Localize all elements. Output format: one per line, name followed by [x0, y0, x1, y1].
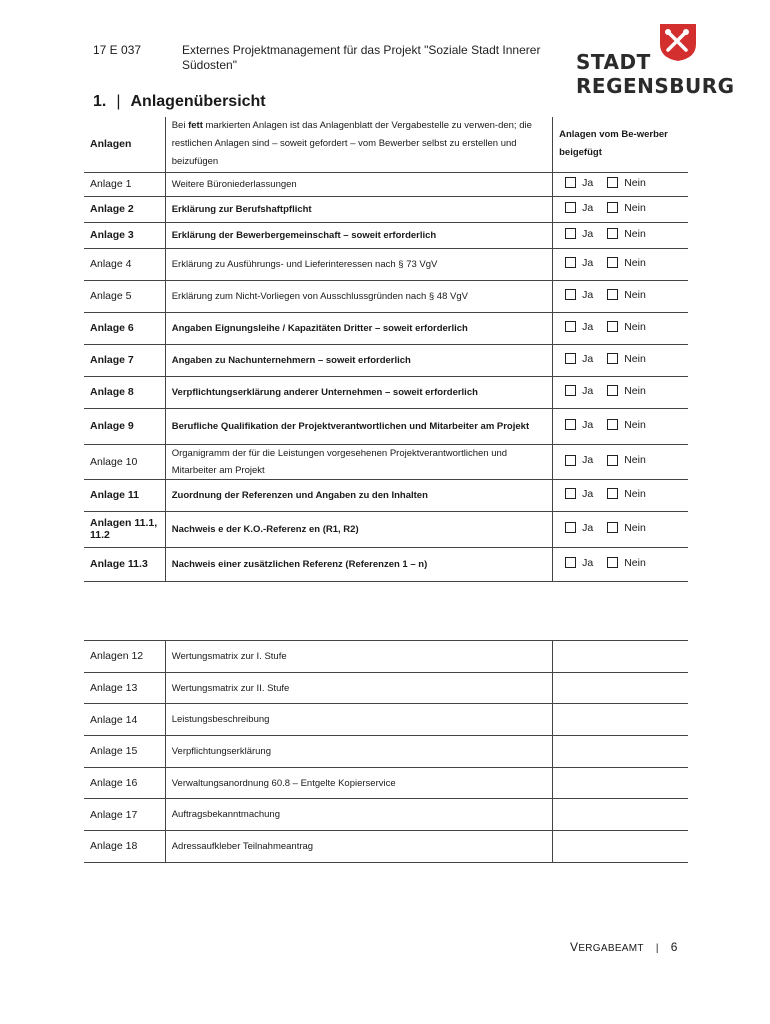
table-row	[84, 736, 688, 768]
checkbox-square-icon[interactable]	[565, 522, 576, 533]
ja-label: Ja	[582, 176, 594, 189]
attachment-number: Anlagen 12	[84, 641, 165, 673]
attachment-number: Anlage 10	[84, 444, 165, 479]
table-row	[84, 704, 688, 736]
footer-dept-initial: V	[570, 940, 579, 954]
nein-checkbox[interactable]	[607, 454, 646, 466]
ja-checkbox[interactable]	[565, 385, 593, 397]
table-row	[84, 280, 688, 312]
nein-checkbox[interactable]	[607, 289, 646, 301]
header-supplied: Anlagen vom Be-werber beigefügt	[553, 117, 688, 172]
table-row	[84, 344, 688, 376]
checkbox-square-icon[interactable]	[565, 228, 576, 239]
section-separator: |	[116, 93, 121, 110]
attachment-description: Zuordnung der Referenzen und Angaben zu den Inhalten	[165, 479, 552, 511]
attachment-description: Angaben Eignungsleihe / Kapazitäten Dritter – soweit erforderlich	[165, 312, 552, 344]
empty-cell	[553, 799, 688, 831]
nein-checkbox[interactable]	[607, 353, 646, 365]
document-title: Externes Projektmanagement für das Projekt "Soziale Stadt Innerer Südosten"	[182, 43, 541, 72]
table-row	[84, 196, 688, 222]
checkbox-square-icon[interactable]	[565, 177, 576, 188]
empty-cell	[553, 641, 688, 673]
checkbox-square-icon[interactable]	[565, 557, 576, 568]
header-description	[165, 117, 552, 172]
ja-label: Ja	[582, 256, 594, 269]
checkbox-square-icon[interactable]	[565, 289, 576, 300]
checkbox-square-icon[interactable]	[607, 177, 618, 188]
attachment-description: Erklärung zu Ausführungs- und Lieferinteressen nach § 73 VgV	[165, 248, 552, 280]
ja-checkbox[interactable]	[565, 228, 593, 240]
attachment-description: Verwaltungsanordnung 60.8 – Entgelte Kopierservice	[165, 767, 552, 799]
nein-label: Nein	[624, 352, 646, 365]
attachment-number: Anlage 15	[84, 736, 165, 768]
logo-word-stadt: STADT	[576, 50, 651, 74]
header-desc-post: markierten Anlagen ist das Anlagenblatt der Vergabestelle zu verwen-den; die restlichen Anlagen sind – soweit gefordert – vom Bewerber selbst zu erstellen und beizufügen	[171, 120, 532, 168]
checkbox-square-icon[interactable]	[607, 321, 618, 332]
nein-label: Nein	[624, 384, 646, 397]
empty-cell	[553, 831, 688, 863]
table-row	[84, 672, 688, 704]
ja-label: Ja	[582, 487, 594, 500]
nein-checkbox[interactable]	[607, 419, 646, 431]
nein-checkbox[interactable]	[607, 202, 646, 214]
attachment-description: Adressaufkleber Teilnahmeantrag	[165, 831, 552, 863]
attachment-number: Anlage 8	[84, 376, 165, 408]
attachment-number: Anlage 17	[84, 799, 165, 831]
ja-label: Ja	[582, 454, 594, 467]
attachment-number: Anlage 13	[84, 672, 165, 704]
ja-label: Ja	[582, 556, 594, 569]
ja-checkbox[interactable]	[565, 557, 593, 569]
attachment-description: Wertungsmatrix zur I. Stufe	[165, 641, 552, 673]
supplied-checkboxes	[553, 312, 688, 344]
ja-checkbox[interactable]	[565, 419, 593, 431]
section-title: Anlagenübersicht	[130, 93, 266, 110]
checkbox-square-icon[interactable]	[607, 455, 618, 466]
attachment-description: Erklärung zur Berufshaftpflicht	[165, 196, 552, 222]
nein-label: Nein	[624, 556, 646, 569]
table-row	[84, 312, 688, 344]
supplied-checkboxes	[553, 376, 688, 408]
attachment-description: Berufliche Qualifikation der Projektverantwortlichen und Mitarbeiter am Projekt	[165, 408, 552, 444]
nein-label: Nein	[624, 487, 646, 500]
checkbox-square-icon[interactable]	[607, 557, 618, 568]
attachment-description: Wertungsmatrix zur II. Stufe	[165, 672, 552, 704]
attachments-table	[84, 117, 688, 582]
empty-cell	[553, 767, 688, 799]
logo-word-regensburg: REGENSBURG	[576, 74, 735, 98]
ja-label: Ja	[582, 384, 594, 397]
ja-checkbox[interactable]	[565, 289, 593, 301]
attachment-number: Anlage 1	[84, 172, 165, 196]
table-row	[84, 376, 688, 408]
footer-dept: ERGABEAMT	[578, 943, 644, 954]
attachment-number: Anlage 9	[84, 408, 165, 444]
ja-checkbox[interactable]	[565, 488, 593, 500]
nein-label: Nein	[624, 201, 646, 214]
ja-checkbox[interactable]	[565, 202, 593, 214]
nein-checkbox[interactable]	[607, 385, 646, 397]
section-heading	[93, 93, 266, 111]
ja-checkbox[interactable]	[565, 522, 593, 534]
city-logo	[576, 22, 736, 100]
supplied-checkboxes	[553, 444, 688, 479]
attachment-description: Erklärung zum Nicht-Vorliegen von Ausschlussgründen nach § 48 VgV	[165, 280, 552, 312]
supplied-checkboxes	[553, 408, 688, 444]
supplied-checkboxes	[553, 280, 688, 312]
coat-of-arms-icon	[656, 22, 700, 62]
empty-cell	[553, 704, 688, 736]
attachment-number: Anlage 7	[84, 344, 165, 376]
supplied-checkboxes	[553, 196, 688, 222]
table-row	[84, 222, 688, 248]
attachment-description: Organigramm der für die Leistungen vorgesehenen Projektverantwortlichen und Mitarbeiter am Projekt	[165, 444, 552, 479]
attachment-number: Anlage 2	[84, 196, 165, 222]
attachment-number: Anlage 4	[84, 248, 165, 280]
table-row	[84, 479, 688, 511]
ja-checkbox[interactable]	[565, 321, 593, 333]
supplied-checkboxes	[553, 222, 688, 248]
table-row	[84, 408, 688, 444]
ja-checkbox[interactable]	[565, 177, 593, 189]
further-attachments-table	[84, 640, 688, 863]
attachment-description: Nachweis e der K.O.-Referenz en (R1, R2)	[165, 511, 552, 547]
supplied-checkboxes	[553, 511, 688, 547]
document-code: 17 E 037	[93, 43, 142, 57]
checkbox-square-icon[interactable]	[565, 385, 576, 396]
checkbox-square-icon[interactable]	[565, 488, 576, 499]
attachment-description: Nachweis einer zusätzlichen Referenz (Referenzen 1 – n)	[165, 547, 552, 581]
nein-label: Nein	[624, 288, 646, 301]
attachment-description: Auftragsbekanntmachung	[165, 799, 552, 831]
supplied-checkboxes	[553, 479, 688, 511]
table-row	[84, 444, 688, 479]
nein-label: Nein	[624, 320, 646, 333]
attachment-number: Anlagen 11.1, 11.2	[84, 511, 165, 547]
table-row	[84, 248, 688, 280]
attachment-description: Leistungsbeschreibung	[165, 704, 552, 736]
supplied-checkboxes	[553, 172, 688, 196]
checkbox-square-icon[interactable]	[607, 385, 618, 396]
page-number: 6	[670, 940, 678, 954]
checkbox-square-icon[interactable]	[607, 488, 618, 499]
table-row	[84, 511, 688, 547]
attachment-number: Anlage 5	[84, 280, 165, 312]
attachment-number: Anlage 16	[84, 767, 165, 799]
attachment-number: Anlage 6	[84, 312, 165, 344]
checkbox-square-icon[interactable]	[565, 353, 576, 364]
attachment-description: Weitere Büroniederlassungen	[165, 172, 552, 196]
empty-cell	[553, 736, 688, 768]
supplied-checkboxes	[553, 344, 688, 376]
nein-label: Nein	[624, 227, 646, 240]
nein-label: Nein	[624, 454, 646, 467]
attachment-number: Anlage 11.3	[84, 547, 165, 581]
section-number: 1.	[93, 93, 107, 110]
footer-separator: |	[655, 943, 659, 954]
page-footer	[570, 940, 678, 954]
nein-label: Nein	[624, 418, 646, 431]
attachment-description: Verpflichtungserklärung	[165, 736, 552, 768]
checkbox-square-icon[interactable]	[565, 419, 576, 430]
checkbox-square-icon[interactable]	[607, 289, 618, 300]
checkbox-square-icon[interactable]	[607, 353, 618, 364]
attachment-number: Anlage 11	[84, 479, 165, 511]
checkbox-square-icon[interactable]	[565, 455, 576, 466]
checkbox-square-icon[interactable]	[607, 419, 618, 430]
table-row	[84, 767, 688, 799]
nein-checkbox[interactable]	[607, 522, 646, 534]
attachment-number: Anlage 3	[84, 222, 165, 248]
ja-label: Ja	[582, 418, 594, 431]
table-row	[84, 172, 688, 196]
ja-label: Ja	[582, 521, 594, 534]
ja-label: Ja	[582, 288, 594, 301]
table-header-row	[84, 117, 688, 172]
table-row	[84, 799, 688, 831]
checkbox-square-icon[interactable]	[607, 228, 618, 239]
ja-label: Ja	[582, 201, 594, 214]
supplied-checkboxes	[553, 547, 688, 581]
ja-label: Ja	[582, 320, 594, 333]
checkbox-square-icon[interactable]	[565, 257, 576, 268]
nein-checkbox[interactable]	[607, 228, 646, 240]
attachment-number: Anlage 14	[84, 704, 165, 736]
checkbox-square-icon[interactable]	[607, 257, 618, 268]
nein-label: Nein	[624, 521, 646, 534]
checkbox-square-icon[interactable]	[607, 522, 618, 533]
nein-checkbox[interactable]	[607, 557, 646, 569]
header-attachments: Anlagen	[84, 117, 165, 172]
checkbox-square-icon[interactable]	[565, 321, 576, 332]
nein-checkbox[interactable]	[607, 488, 646, 500]
attachment-description: Angaben zu Nachunternehmern – soweit erforderlich	[165, 344, 552, 376]
ja-checkbox[interactable]	[565, 353, 593, 365]
nein-label: Nein	[624, 256, 646, 269]
nein-checkbox[interactable]	[607, 321, 646, 333]
header-desc-bold: fett	[188, 120, 203, 132]
ja-label: Ja	[582, 227, 594, 240]
header-desc-pre: Bei	[171, 120, 189, 132]
attachment-description: Verpflichtungserklärung anderer Unternehmen – soweit erforderlich	[165, 376, 552, 408]
table-row	[84, 547, 688, 581]
supplied-checkboxes	[553, 248, 688, 280]
attachment-description: Erklärung der Bewerbergemeinschaft – soweit erforderlich	[165, 222, 552, 248]
ja-checkbox[interactable]	[565, 257, 593, 269]
nein-checkbox[interactable]	[607, 257, 646, 269]
checkbox-square-icon[interactable]	[565, 202, 576, 213]
table-row	[84, 641, 688, 673]
ja-checkbox[interactable]	[565, 454, 593, 466]
ja-label: Ja	[582, 352, 594, 365]
attachment-number: Anlage 18	[84, 831, 165, 863]
checkbox-square-icon[interactable]	[607, 202, 618, 213]
table-row	[84, 831, 688, 863]
nein-label: Nein	[624, 176, 646, 189]
empty-cell	[553, 672, 688, 704]
nein-checkbox[interactable]	[607, 177, 646, 189]
